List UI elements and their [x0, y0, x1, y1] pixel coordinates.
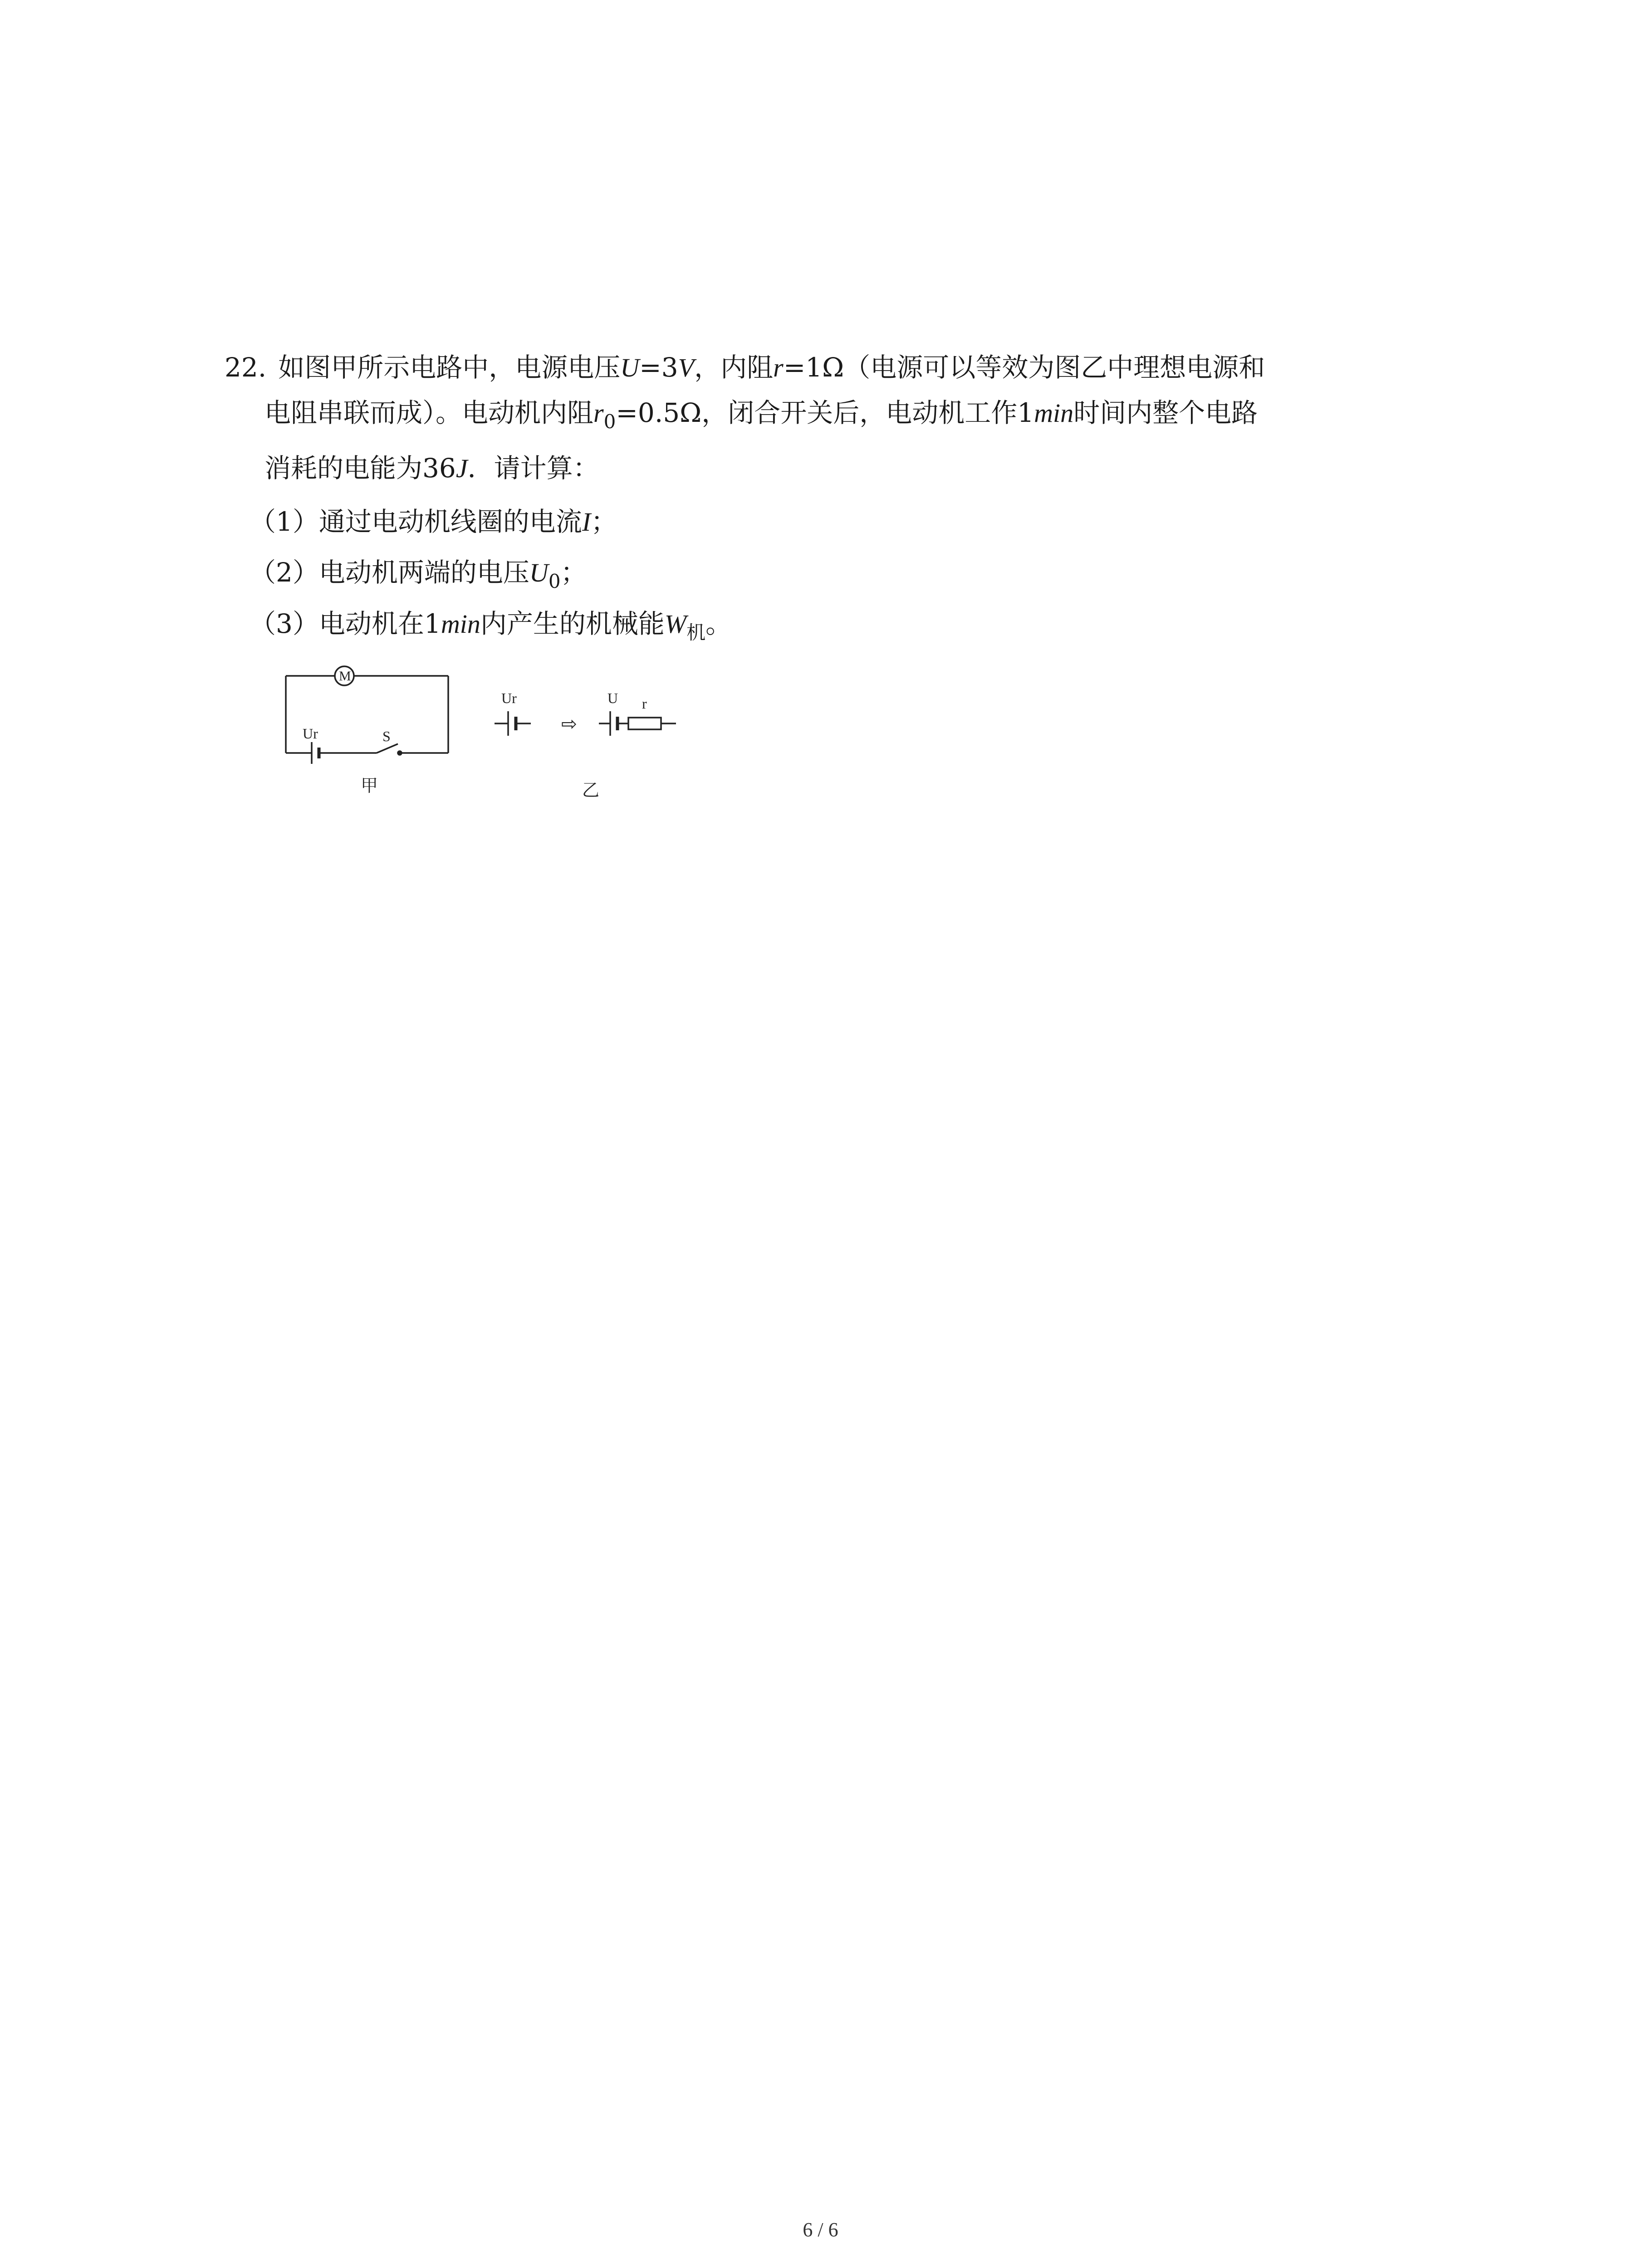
question-number: 22. — [225, 352, 267, 383]
sub-question-3: （3）电动机在1min内产生的机械能$W_机$。 — [250, 608, 732, 644]
sub-question-1: （1）通过电动机线圈的电流I； — [250, 506, 617, 537]
switch-lever — [377, 744, 398, 753]
source-label-yi: Ur — [501, 690, 517, 706]
circuit-figure — [279, 658, 733, 812]
circuit-yi — [495, 711, 676, 736]
caption-jia: 甲 — [361, 776, 378, 796]
circuit-jia — [286, 666, 448, 764]
resistor-symbol — [628, 718, 661, 729]
question-line-2: 电阻串联而成）。电动机内阻$r_0=0.5\Omega$，闭合开关后，电动机工作1min时间内整个电路 — [265, 397, 1258, 433]
resistor-label: r — [642, 695, 647, 712]
circuit-diagrams — [279, 658, 733, 812]
caption-yi: 乙 — [582, 780, 600, 800]
sub-question-2: （2）电动机两端的电压$U_0$； — [250, 557, 587, 592]
question-line-1: 22. 如图甲所示电路中，电源电压U=3V，内阻r=1Ω（电源可以等效为图乙中理想电源和 — [225, 352, 1265, 383]
question-line-3: 消耗的电能为36J．请计算： — [265, 453, 599, 484]
equivalence-arrow: ⇨ — [561, 713, 578, 735]
motor-label: M — [339, 669, 351, 684]
ideal-source-label: U — [607, 690, 618, 706]
switch-label: S — [382, 728, 391, 744]
source-label-jia: Ur — [303, 725, 318, 742]
page-number: 6 / 6 — [803, 2219, 838, 2241]
